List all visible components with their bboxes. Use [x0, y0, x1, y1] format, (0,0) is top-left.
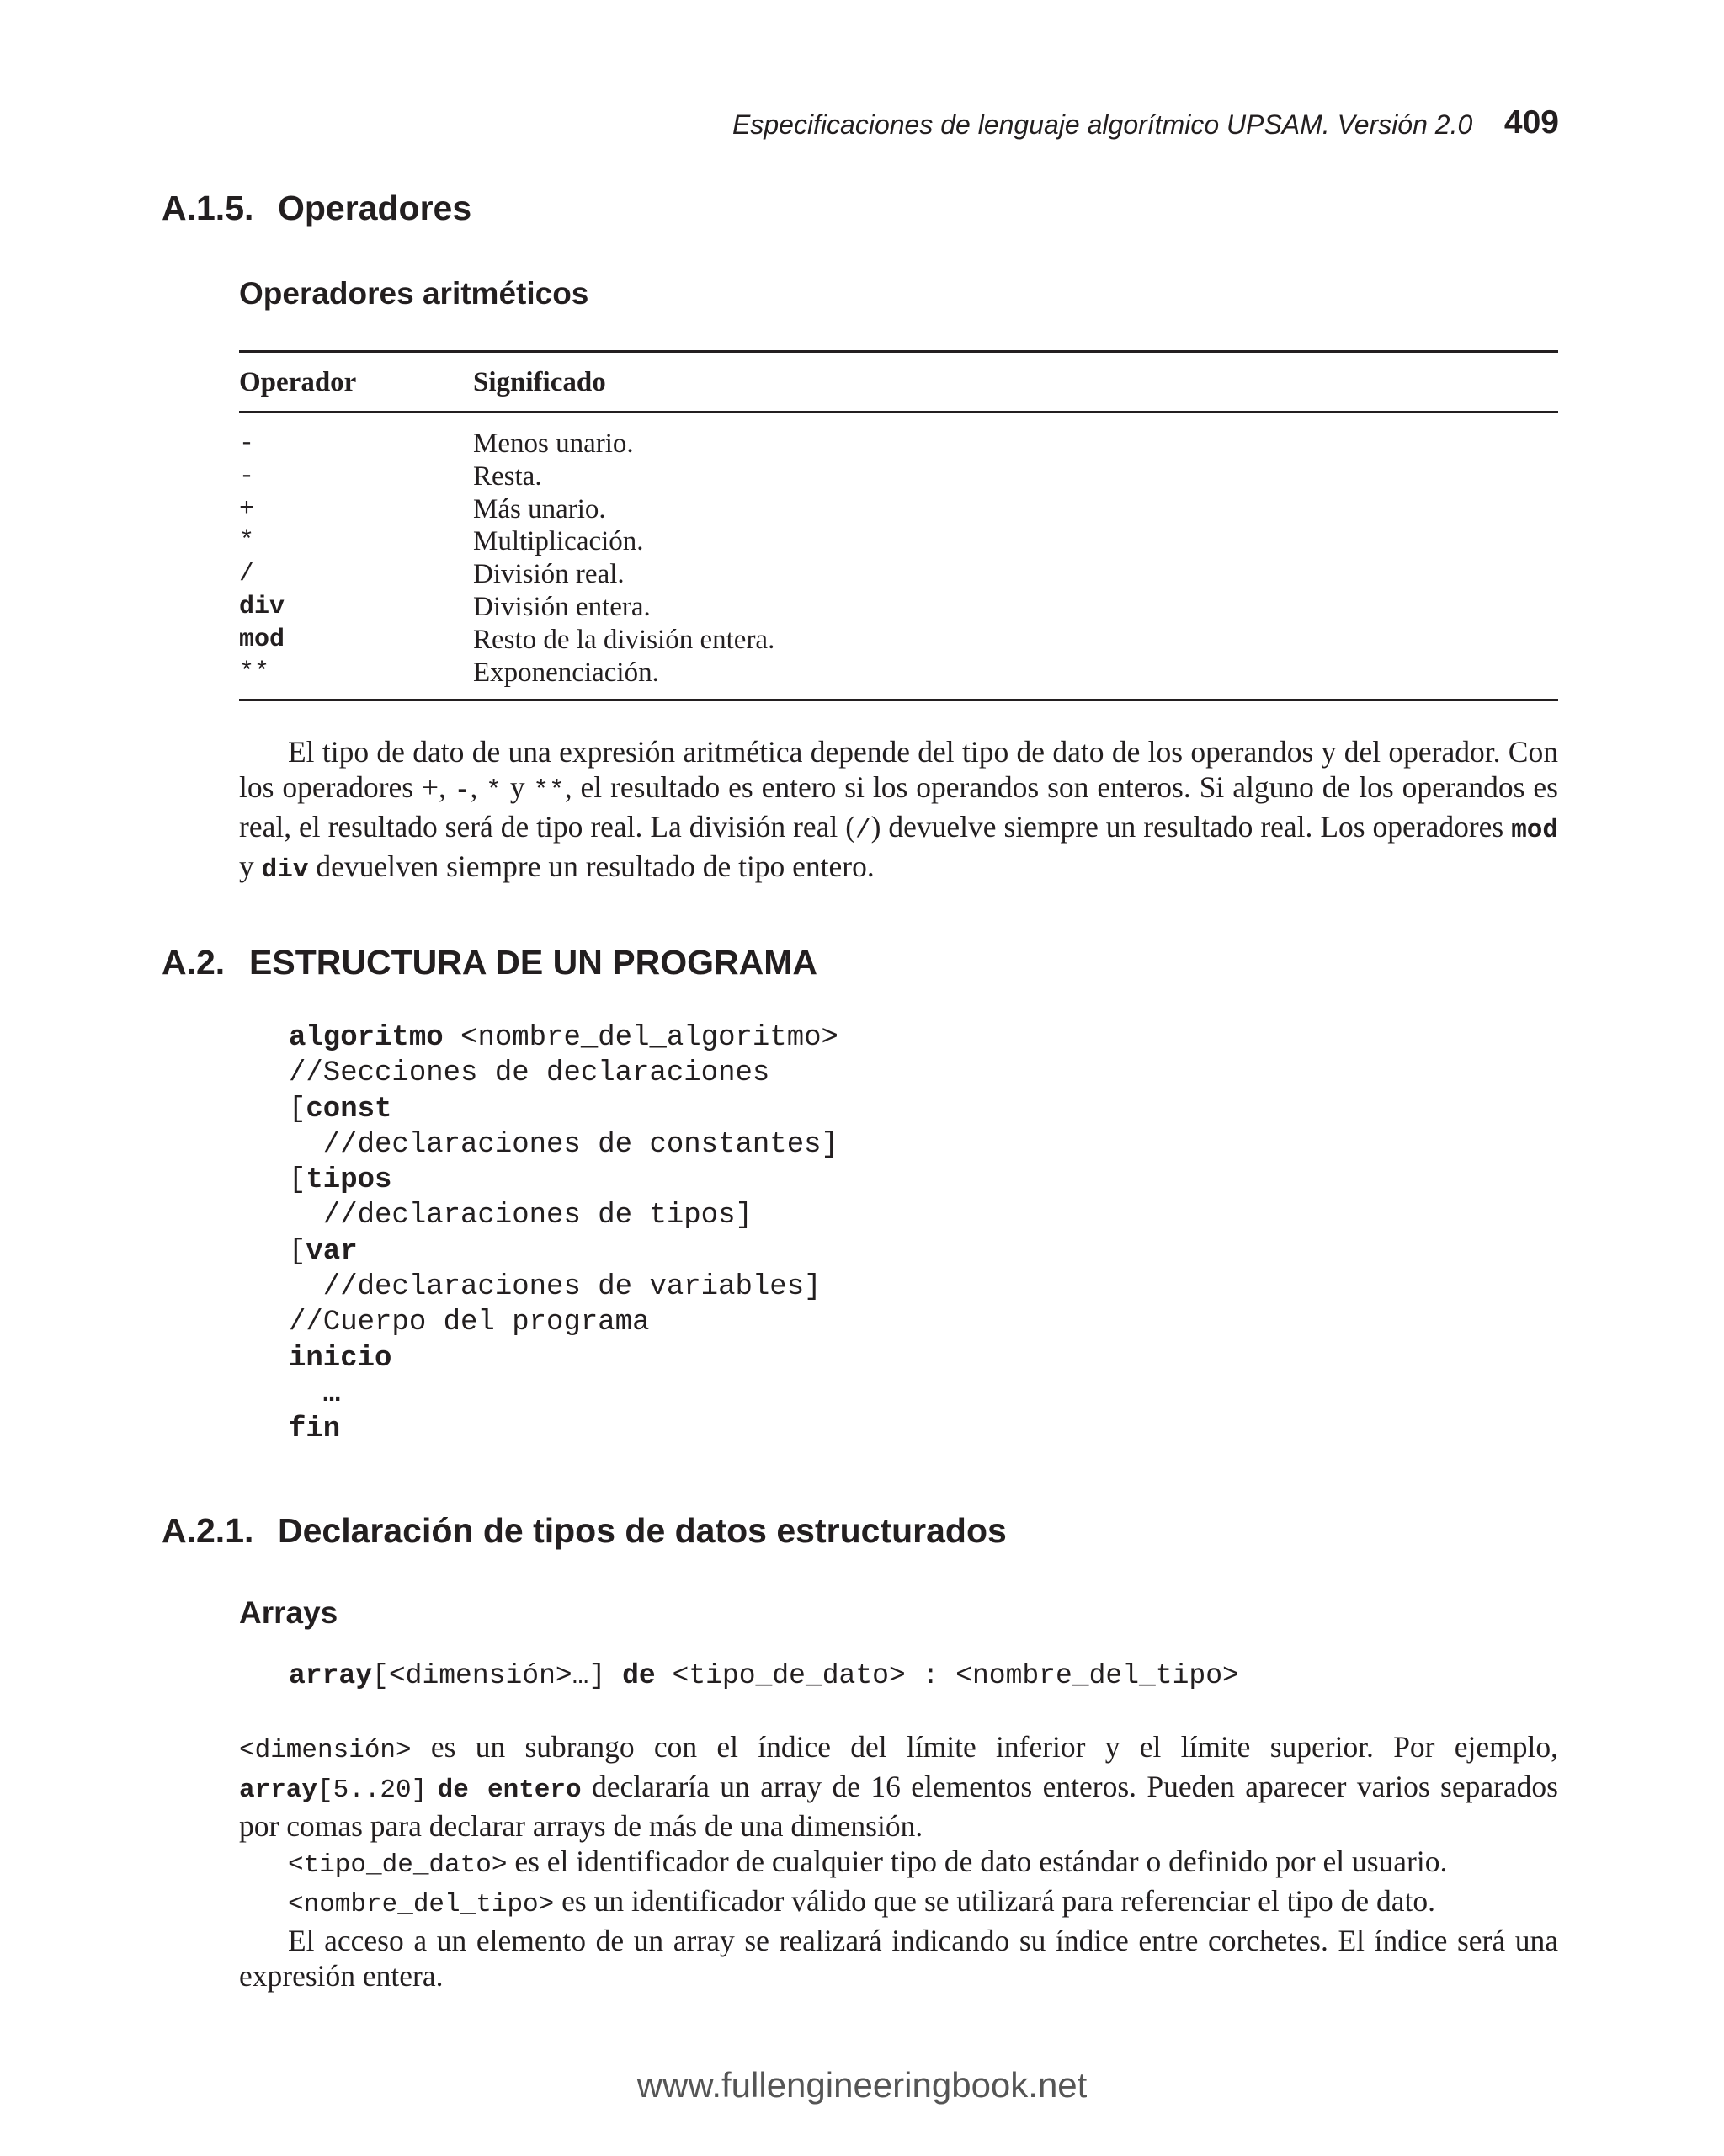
code-keyword: fin	[289, 1413, 341, 1446]
operator-meaning: Menos unario.	[473, 429, 634, 459]
code-line	[289, 1092, 838, 1127]
text-run: , el resultado es entero si los operandos son enteros. Si alguno de los operandos es real, el resultado será de tipo real. La división real (	[239, 770, 1558, 844]
code-keyword: de	[622, 1660, 656, 1691]
code-run: de entero	[437, 1775, 582, 1805]
code-text: [	[289, 1093, 306, 1126]
text-run: ) devuelve siempre un resultado real. Los operadores	[870, 810, 1512, 844]
table-bottom-rule	[239, 699, 1558, 701]
code-text: [	[289, 1164, 306, 1197]
code-run: -	[454, 776, 471, 806]
code-run: mod	[1511, 816, 1558, 845]
code-line: //declaraciones de tipos]	[289, 1200, 753, 1232]
code-line	[289, 1234, 838, 1270]
operator-meaning: Multiplicación.	[473, 526, 644, 557]
section-number: A.1.5.	[162, 189, 254, 227]
text-run: es el identificador de cualquier tipo de dato estándar o definido por el usuario.	[507, 1845, 1448, 1878]
code-line: //declaraciones de variables]	[289, 1271, 822, 1304]
code-text: [<dimensión>…]	[372, 1660, 606, 1691]
table-row	[239, 591, 1558, 624]
text-run: ,	[470, 770, 487, 804]
text-run: es un identificador válido que se utilizará para referenciar el tipo de dato.	[554, 1884, 1436, 1918]
operator-meaning: Exponenciación.	[473, 657, 659, 688]
operator-symbol: mod	[239, 625, 285, 654]
code-keyword: const	[306, 1093, 392, 1126]
code-keyword: var	[306, 1235, 358, 1268]
code-run: <dimensión>	[239, 1736, 412, 1765]
section-title: Operadores	[278, 189, 472, 227]
table-row	[239, 493, 1558, 526]
text-run: y	[501, 770, 534, 804]
operator-symbol: +	[239, 494, 255, 524]
section-heading-a15	[162, 189, 471, 228]
code-keyword: array	[289, 1660, 373, 1691]
code-line: //declaraciones de constantes]	[289, 1128, 838, 1161]
code-keyword: algoritmo	[289, 1022, 444, 1054]
table-row	[239, 624, 1558, 657]
operator-symbol: div	[239, 592, 285, 621]
section-number: A.2.	[162, 943, 226, 982]
section-title: ESTRUCTURA DE UN PROGRAMA	[249, 943, 817, 982]
code-keyword: tipos	[306, 1164, 392, 1197]
operator-symbol: /	[239, 560, 255, 589]
code-text: [	[289, 1235, 306, 1268]
code-run: **	[533, 776, 565, 806]
operator-meaning: Resta.	[473, 460, 542, 492]
code-line	[289, 1341, 838, 1376]
text-run: es un subrango con el índice del límite inferior y el límite superior. Por ejemplo,	[411, 1730, 1558, 1764]
paragraph-acceso	[239, 1923, 1558, 1994]
operator-meaning: División entera.	[473, 591, 651, 622]
footer-url: www.fullengineeringbook.net	[636, 2065, 1088, 2105]
text-run: El acceso a un elemento de un array se realizará indicando su índice entre corchetes. El índice será una expresión entera.	[239, 1924, 1558, 1993]
section-heading-a21	[162, 1511, 1007, 1551]
operator-symbol: **	[239, 657, 270, 687]
text-run: y	[239, 849, 262, 883]
program-structure-code	[289, 1020, 838, 1448]
array-paragraphs	[239, 1729, 1558, 1994]
column-header-meaning: Significado	[473, 367, 606, 397]
code-line	[289, 1163, 838, 1198]
operator-symbol: -	[239, 429, 255, 458]
paragraph-dimension	[239, 1729, 1558, 1844]
code-line	[289, 1412, 838, 1447]
table-row	[239, 525, 1558, 558]
array-syntax	[289, 1660, 1239, 1691]
operator-meaning: División real.	[473, 559, 625, 590]
code-run: [5..20]	[317, 1775, 428, 1805]
subsection-heading: Arrays	[239, 1595, 338, 1630]
code-line	[289, 1020, 838, 1056]
operator-symbol: -	[239, 461, 255, 491]
paragraph-tipo-de-dato	[239, 1844, 1558, 1883]
subsection-heading: Operadores aritméticos	[239, 276, 589, 311]
running-header: Especificaciones de lenguaje algorítmico UPSAM. Versión 2.0	[732, 109, 1473, 140]
page-number: 409	[1503, 104, 1559, 141]
text-run: El tipo de dato de una expresión aritmética depende del tipo de dato de los operandos y del operador. Con los operadores +,	[239, 735, 1558, 804]
operator-meaning: Más unario.	[473, 493, 606, 524]
code-run: <tipo_de_dato>	[288, 1850, 508, 1880]
operator-symbol: *	[239, 527, 255, 556]
text-run: devuelven siempre un resultado de tipo entero.	[308, 849, 875, 883]
section-heading-a2	[162, 943, 817, 982]
paragraph-text	[239, 734, 1558, 888]
code-run: *	[486, 776, 502, 806]
table-row	[239, 460, 1558, 493]
code-run: <nombre_del_tipo>	[288, 1890, 555, 1919]
code-run: array	[239, 1775, 318, 1805]
table-header-row	[239, 353, 1558, 411]
code-line: …	[289, 1377, 341, 1410]
column-header-operator: Operador	[239, 367, 357, 397]
code-text: <tipo_de_dato> : <nombre_del_tipo>	[672, 1660, 1239, 1691]
text-run: declararía un array de 16 elementos enteros. Pueden aparecer varios separados por comas para declarar arrays de más de una dimensión.	[239, 1770, 1558, 1843]
section-title: Declaración de tipos de datos estructurados	[278, 1511, 1007, 1550]
arithmetic-paragraph	[239, 734, 1558, 888]
table-row	[239, 428, 1558, 460]
code-line: //Secciones de declaraciones	[289, 1057, 770, 1090]
code-run: /	[855, 816, 871, 845]
table-body	[239, 413, 1558, 699]
code-keyword: inicio	[289, 1342, 392, 1375]
operator-meaning: Resto de la división entera.	[473, 624, 775, 655]
table-row	[239, 657, 1558, 689]
section-number: A.2.1.	[162, 1511, 254, 1550]
operators-table	[239, 350, 1558, 701]
paragraph-nombre-del-tipo	[239, 1883, 1558, 1923]
code-text: <nombre_del_algoritmo>	[443, 1022, 838, 1054]
table-row	[239, 558, 1558, 591]
code-run: div	[261, 855, 309, 885]
code-line: //Cuerpo del programa	[289, 1307, 650, 1339]
